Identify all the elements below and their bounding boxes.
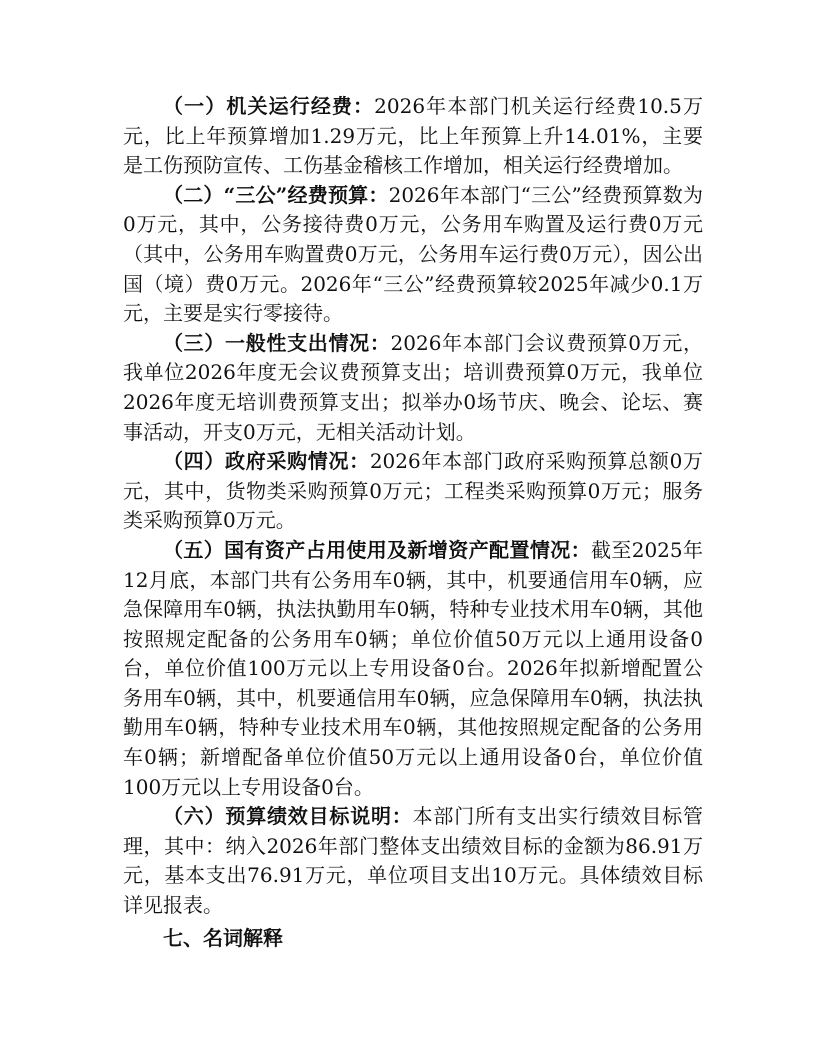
paragraph-text: 2026年本部门机关运行经费10.5万元，比上年预算增加1.29万元，比上年预算上升14.01%，主要是工伤预防宣传、工伤基金稽核工作增加，相关运行经费增加。: [123, 94, 703, 178]
paragraph-label: （三）一般性支出情况：: [163, 330, 391, 355]
paragraph-three-public-expenses: [123, 181, 703, 329]
paragraph-government-procurement: [123, 447, 703, 536]
section-heading: 七、名词解释: [163, 925, 283, 950]
paragraph-label: （一）机关运行经费：: [163, 94, 375, 118]
paragraph-general-expenditure: [123, 329, 703, 447]
paragraph-admin-operating-expenses: [123, 92, 703, 181]
paragraph-label: （六）预算绩效目标说明：: [163, 804, 413, 829]
paragraph-text: 2026年本部门“三公”经费预算数为0万元，其中，公务接待费0万元，公务用车购置及运行费0万元（其中，公务用车购置费0万元，公务用车运行费0万元），因公出国（境）费0万元。2026年“三公”经费预算较2025年减少0.1万元，主要是实行零接待。: [123, 182, 703, 326]
paragraph-performance-targets: [123, 802, 703, 920]
paragraph-state-assets: [123, 536, 703, 802]
paragraph-label: （四）政府采购情况：: [163, 449, 370, 474]
paragraph-text: 本部门所有支出实行绩效目标管理，其中：纳入2026年部门整体支出绩效目标的金额为86.91万元，基本支出76.91万元，单位项目支出10万元。具体绩效目标详见报表。: [123, 804, 704, 918]
paragraph-text: 2026年本部门会议费预算0万元，我单位2026年度无会议费预算支出；培训费预算0万元，我单位2026年度无培训费预算支出；拟举办0场节庆、晚会、论坛、赛事活动，开支0万元，无相关活动计划。: [123, 330, 704, 444]
paragraph-label: （五）国有资产占用使用及新增资产配置情况：: [163, 537, 591, 562]
paragraph-label: （二）“三公”经费预算：: [163, 182, 389, 207]
document-page: [123, 92, 703, 953]
paragraph-text: 2026年本部门政府采购预算总额0万元，其中，货物类采购预算0万元；工程类采购预算0万元；服务类采购预算0万元。: [123, 449, 704, 533]
paragraph-text: 截至2025年12月底，本部门共有公务用车0辆，其中，机要通信用车0辆，应急保障用车0辆，执法执勤用车0辆，特种专业技术用车0辆，其他按照规定配备的公务用车0辆；单位价值50万元以上通用设备0台，单位价值100万元以上专用设备0台。2026年拟新增配置公务用车0辆，其中，机要通信用车0辆，应急保障用车0辆，执法执勤用车0辆，特种专业技术用车0辆，其他按照规定配备的公务用车0辆；新增配备单位价值50万元以上通用设备0台，单位价值100万元以上专用设备0台。: [123, 537, 704, 799]
